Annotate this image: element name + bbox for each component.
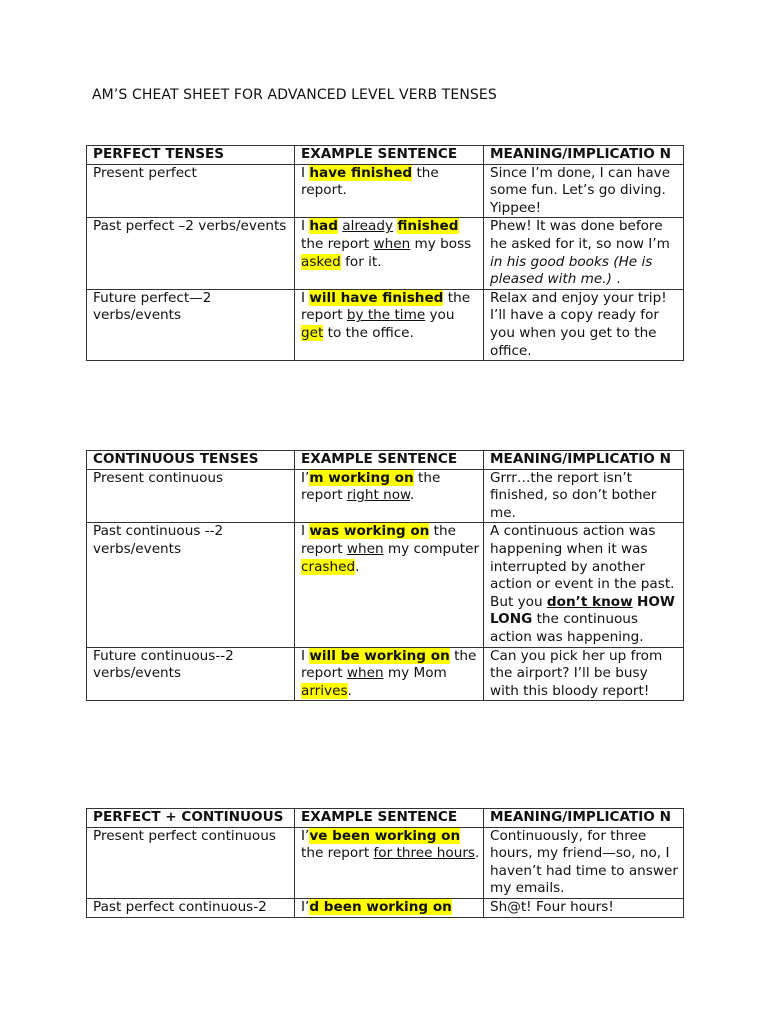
meaning-cell	[484, 898, 684, 917]
table-row	[87, 647, 684, 701]
table-row	[87, 469, 684, 523]
cell-text: in his good books (He is pleased with me.)	[490, 253, 653, 288]
table-row	[87, 898, 684, 917]
cell-text: the report	[301, 289, 471, 324]
highlighted-text: will be working on	[309, 647, 450, 664]
cell-text: don’t know	[546, 593, 633, 610]
cell-text: by the time	[346, 307, 426, 324]
cell-text: A continuous action was happening when it was interrupted by another action or event in the past. But you	[490, 523, 675, 610]
cell-text: Past perfect –2 verbs/events	[93, 218, 287, 235]
cell-text: the report	[301, 235, 374, 252]
cell-text: I	[301, 523, 310, 540]
perfect-continuous-table	[86, 808, 684, 918]
table-row	[87, 827, 684, 898]
cell-text: the report	[301, 647, 477, 682]
example-sentence-cell	[295, 469, 484, 523]
cell-text: Present perfect	[93, 164, 197, 181]
tense-name-cell	[87, 523, 295, 647]
tense-name-cell	[87, 218, 295, 289]
cell-text: my boss	[410, 235, 472, 252]
cell-text: for it.	[340, 253, 382, 270]
cell-text: .	[475, 845, 480, 862]
document-title: AM’S CHEAT SHEET FOR ADVANCED LEVEL VERB TENSES	[92, 87, 497, 103]
cell-text: Sh@t! Four hours!	[490, 898, 614, 915]
table-row	[87, 289, 684, 360]
tense-name-cell	[87, 827, 295, 898]
cell-text: you	[425, 307, 455, 324]
cell-text: Phew! It was done before he asked for it, so now I’m	[490, 218, 670, 252]
example-sentence-cell	[295, 164, 484, 218]
column-header: CONTINUOUS TENSES	[87, 451, 295, 470]
cell-text: .	[409, 487, 415, 504]
cell-text: when	[346, 540, 384, 557]
tense-name-cell	[87, 898, 295, 917]
highlighted-text: m working on	[309, 469, 414, 486]
column-header: EXAMPLE SENTENCE	[295, 809, 484, 828]
cell-text: the continuous action was happening.	[490, 611, 644, 645]
example-sentence-cell	[295, 289, 484, 360]
table-row	[87, 164, 684, 218]
cell-text: Present continuous	[93, 469, 224, 486]
cell-text: .	[347, 682, 352, 699]
tense-name-cell	[87, 647, 295, 701]
cell-text: .	[611, 271, 621, 288]
cell-text: Relax and enjoy your trip! I’ll have a copy ready for you when you get to the office.	[490, 289, 667, 359]
cell-text: Continuously, for three hours, my friend—so, no, I haven’t had time to answer my emails.	[490, 827, 678, 897]
cell-text: HOW LONG	[490, 593, 675, 628]
meaning-cell	[484, 523, 684, 647]
cell-text: when	[373, 235, 411, 252]
tense-name-cell	[87, 289, 295, 360]
cell-text: when	[346, 665, 384, 682]
highlighted-text: was working on	[309, 523, 430, 540]
column-header: MEANING/IMPLICATIO N	[484, 809, 684, 828]
continuous-tenses-table	[86, 450, 684, 701]
highlighted-text: asked	[301, 253, 341, 270]
cell-text: Since I’m done, I can have some fun. Let’s go diving. Yippee!	[490, 164, 671, 216]
cell-text: Can you pick her up from the airport? I’ll be busy with this bloody report!	[490, 647, 663, 699]
example-sentence-cell	[295, 218, 484, 289]
column-header: PERFECT TENSES	[87, 146, 295, 165]
cell-text: I	[301, 647, 310, 664]
highlighted-text: crashed	[301, 558, 356, 575]
cell-text: for three hours	[373, 845, 475, 862]
cell-text: to the office.	[323, 324, 414, 341]
cell-text: the report	[301, 845, 374, 862]
column-header: MEANING/IMPLICATIO N	[484, 451, 684, 470]
highlighted-text: d been working on	[309, 898, 452, 915]
meaning-cell	[484, 218, 684, 289]
column-header: EXAMPLE SENTENCE	[295, 451, 484, 470]
header-row	[87, 809, 684, 828]
example-sentence-cell	[295, 647, 484, 701]
column-header: PERFECT + CONTINUOUS	[87, 809, 295, 828]
highlighted-text: ve been working on	[309, 827, 461, 844]
highlighted-text: get	[301, 324, 324, 341]
table-row	[87, 218, 684, 289]
header-row	[87, 146, 684, 165]
cell-text: I’	[301, 469, 310, 486]
example-sentence-cell	[295, 523, 484, 647]
cell-text: right now	[346, 487, 410, 504]
meaning-cell	[484, 469, 684, 523]
column-header: MEANING/IMPLICATIO N	[484, 146, 684, 165]
meaning-cell	[484, 647, 684, 701]
cell-text: Present perfect continuous	[93, 827, 276, 844]
cell-text: Grrr…the report isn’t finished, so don’t bother me.	[490, 469, 657, 521]
cell-text: my Mom	[383, 665, 447, 682]
highlighted-text: have finished	[309, 164, 413, 181]
cell-text: .	[355, 558, 360, 575]
highlighted-text: will have finished	[309, 289, 444, 306]
cell-text: my computer	[383, 540, 480, 557]
cell-text: I	[301, 289, 310, 306]
cell-text: the report.	[301, 164, 439, 199]
cell-text: Past perfect continuous-2	[93, 898, 267, 915]
highlighted-text: arrives	[301, 682, 348, 699]
perfect-tenses-table	[86, 145, 684, 361]
cell-text: the report	[301, 469, 441, 504]
cell-text: I’	[301, 898, 310, 915]
highlighted-text: had	[309, 218, 338, 235]
meaning-cell	[484, 164, 684, 218]
cell-text: I’	[301, 827, 310, 844]
highlighted-text: finished	[397, 218, 459, 235]
header-row	[87, 451, 684, 470]
table-row	[87, 523, 684, 647]
tense-name-cell	[87, 469, 295, 523]
meaning-cell	[484, 289, 684, 360]
cell-text: Future continuous--2 verbs/events	[93, 647, 234, 682]
cell-text: I	[301, 164, 310, 181]
meaning-cell	[484, 827, 684, 898]
example-sentence-cell	[295, 898, 484, 917]
cell-text: I	[301, 218, 310, 235]
tense-name-cell	[87, 164, 295, 218]
column-header: EXAMPLE SENTENCE	[295, 146, 484, 165]
cell-text: Past continuous --2 verbs/events	[93, 523, 224, 557]
cell-text: Future perfect—2 verbs/events	[93, 289, 212, 324]
cell-text: already	[342, 218, 394, 235]
example-sentence-cell	[295, 827, 484, 898]
cell-text: the report	[301, 523, 456, 557]
